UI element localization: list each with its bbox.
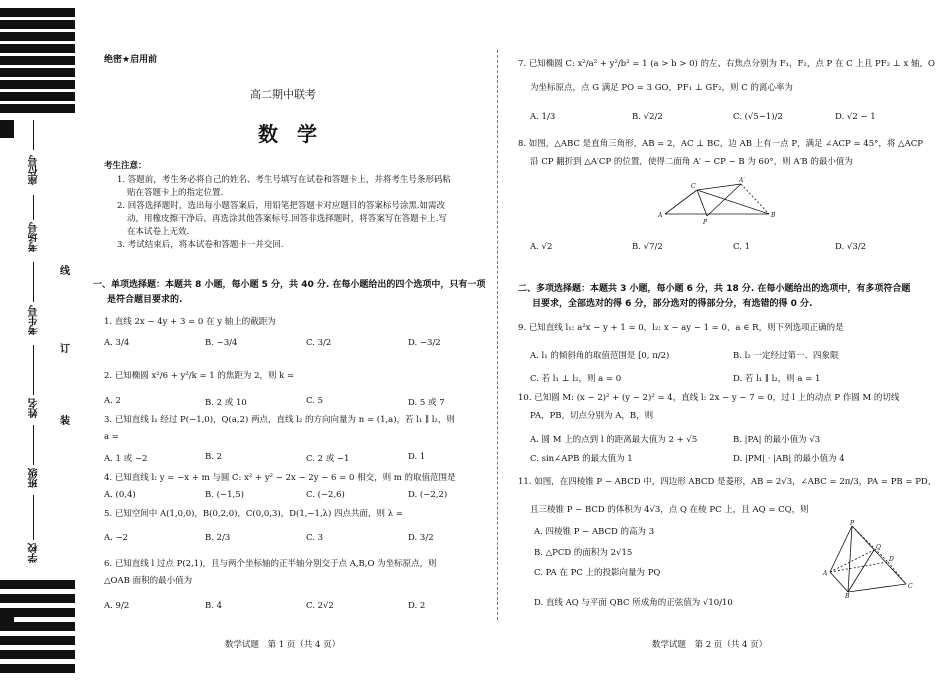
- page-divider: [497, 50, 498, 620]
- notice-line: 3. 考试结束后，将本试卷和答题卡一并交回.: [117, 240, 284, 250]
- notice-line: 在本试卷上无效.: [127, 227, 190, 237]
- black-bar: [0, 56, 75, 65]
- q10-option-c: C. sin∠APB 的最大值为 1: [530, 454, 633, 464]
- q5-option-b: B. 2/3: [205, 533, 231, 543]
- question-6-stem: 6. 已知直线 l 过点 P(2,1)，且与两个坐标轴的正半轴分别交于点 A,B,O 为坐标原点，则: [104, 559, 437, 569]
- black-bar: [0, 44, 75, 53]
- q8-option-b: B. √7/2: [632, 242, 663, 252]
- fill-line: [33, 345, 34, 395]
- q7-option-c: C. (√5−1)/2: [733, 112, 783, 122]
- section-heading: 目要求，全部选对的得 6 分，部分选对的得部分分，有选错的得 0 分.: [532, 299, 813, 309]
- label-a: A: [823, 570, 828, 577]
- edge-ab: [830, 572, 848, 592]
- question-8-stem-cont: 沿 CP 翻折到 △A′CP 的位置，使得二面角 A′ − CP − B 为 60°，则 A′B 的最小值为: [530, 157, 853, 167]
- q10-option-a: A. 圆 M 上的点到 l 的距离最大值为 2 + √5: [530, 435, 698, 445]
- black-bar: [0, 608, 75, 617]
- q6-option-d: D. 2: [408, 601, 426, 611]
- edge-dc: [888, 562, 906, 584]
- field-room-label: 考场号: [29, 222, 40, 252]
- question-7-stem-cont: 为坐标原点，点 G 满足 PO = 3 GO，PF₁ ⊥ GF₂，则 C 的离心率为: [530, 83, 793, 93]
- question-3-stem: 3. 已知直线 l₁ 经过 P(−1,0)，Q(a,2) 两点，直线 l₂ 的方向向量为 n = (1,a)，若 l₁ ∥ l₂，则: [104, 415, 455, 425]
- question-6-stem-cont: △OAB 面积的最小值为: [104, 576, 193, 586]
- notice-line: 1. 答题前，考生务必将自己的姓名、考生号填写在试卷和答题卡上，并将考生号条形码粘: [117, 175, 451, 185]
- label-d: D: [889, 556, 894, 563]
- q9-option-c: C. 若 l₁ ⊥ l₂，则 a = 0: [530, 374, 622, 384]
- field-examnum-label: 考生号: [29, 305, 40, 335]
- fill-line: [33, 495, 34, 540]
- notice-body: [117, 174, 492, 252]
- section-multi-choice: [518, 282, 933, 312]
- edge-ca-prime: [697, 184, 741, 190]
- q4-option-c: C. (−2,6): [306, 490, 345, 500]
- q9-option-b: B. l₂ 一定经过第一、四象限: [733, 351, 839, 361]
- question-10-stem-cont: PA，PB，切点分别为 A，B，则: [530, 411, 654, 421]
- label-c: C: [691, 183, 696, 190]
- fill-line: [33, 262, 34, 302]
- q6-option-c: C. 2√2: [306, 601, 334, 611]
- edge-a-prime-p: [707, 184, 741, 216]
- segment-bq: [848, 550, 874, 592]
- exam-name: 高二期中联考: [250, 88, 316, 101]
- black-bar: [0, 664, 75, 673]
- black-bar: [0, 594, 75, 603]
- black-bar: [0, 636, 75, 645]
- q8-option-a: A. √2: [530, 242, 553, 252]
- field-class-label: 班级: [29, 468, 40, 488]
- label-p: P: [850, 520, 855, 527]
- q3-option-c: C. 2 或 −1: [306, 454, 350, 464]
- q3-option-a: A. 1 或 −2: [104, 454, 148, 464]
- black-bar: [0, 622, 75, 631]
- q8-option-d: D. √3/2: [835, 242, 867, 252]
- pyramid-figure: [818, 520, 918, 598]
- section-heading: 一、单项选择题：本题共 8 小题，每小题 5 分，共 40 分. 在每小题给出的四个选项中，只有一项: [93, 280, 486, 290]
- q11-option-b: B. △PCD 的面积为 2√15: [534, 548, 633, 558]
- fill-line: [33, 120, 34, 150]
- subject-title: 数 学: [258, 122, 323, 146]
- edge-ad: [830, 562, 888, 572]
- question-4-stem: 4. 已知直线 l: y = −x + m 与圆 C: x² + y² − 2x − 2y − 6 = 0 相交，则 m 的取值范围是: [104, 473, 456, 483]
- label-a-prime: A′: [739, 177, 745, 184]
- question-8-stem: 8. 如图，△ABC 是直角三角形，AB = 2，AC ⊥ BC，边 AB 上有一点 P，满足 ∠ACP = 45°，将 △ACP: [518, 139, 923, 149]
- q6-option-a: A. 9/2: [104, 601, 130, 611]
- q1-option-d: D. −3/2: [408, 338, 441, 348]
- edge-cp: [697, 190, 707, 216]
- q7-option-b: B. √2/2: [632, 112, 663, 122]
- label-q: Q: [876, 544, 881, 551]
- question-10-stem: 10. 已知圆 M: (x − 2)² + (y − 2)² = 4，直线 l: 2x − y − 7 = 0，过 l 上的动点 P 作圆 M 的切线: [518, 393, 900, 403]
- label-b: B: [771, 212, 776, 219]
- q7-option-d: D. √2 − 1: [835, 112, 876, 122]
- label-b: B: [845, 593, 850, 598]
- notice-line: 动，用橡皮擦干净后，再选涂其他答案标号.回答非选择题时，将答案写在答题卡上.写: [127, 214, 447, 224]
- field-seat-label: 座位号: [29, 155, 40, 185]
- q4-option-a: A. (0,4): [104, 490, 136, 500]
- question-5-stem: 5. 已知空间中 A(1,0,0)，B(0,2,0)，C(0,0,3)，D(1,−1,λ) 四点共面，则 λ =: [104, 509, 403, 519]
- black-bar: [0, 104, 75, 113]
- q2-option-d: D. 5 或 7: [408, 398, 445, 408]
- q10-option-b: B. |PA| 的最小值为 √3: [733, 435, 821, 445]
- question-9-stem: 9. 已知直线 l₁: a²x − y + 1 = 0，l₂: x − ay − 1 = 0，a ∈ R，则下列选项正确的是: [518, 323, 844, 333]
- q3-option-b: B. 2: [205, 452, 223, 462]
- edge-pb: [848, 526, 852, 592]
- notice-line: 贴在答题卡上的指定位置.: [127, 188, 224, 198]
- section-heading: 二、多项选择题：本题共 3 小题，每小题 6 分，共 18 分. 在每小题给出的选项中，有多项符合题: [518, 284, 911, 294]
- q4-option-b: B. (−1,5): [205, 490, 244, 500]
- black-bar: [0, 8, 75, 17]
- question-7-stem: 7. 已知椭圆 C: x²/a² + y²/b² = 1 (a > b > 0) 的左、右焦点分别为 F₁，F₂，点 P 在 C 上且 PF₂ ⊥ x 轴，O: [518, 59, 935, 69]
- section-single-choice: [93, 278, 493, 308]
- question-2-stem: 2. 已知椭圆 x²/6 + y²/k = 1 的焦距为 2，则 k =: [104, 371, 295, 381]
- notice-title: 考生注意：: [104, 161, 147, 171]
- label-c: C: [908, 583, 913, 590]
- folding-triangle-figure: [655, 176, 780, 226]
- notice-line: 2. 回答选择题时，选出每小题答案后，用铅笔把答题卡对应题目的答案标号涂黑.如需改: [117, 201, 446, 211]
- q2-option-c: C. 5: [306, 396, 324, 406]
- page-footer-2: 数学试题 第 2 页（共 4 页）: [652, 640, 768, 650]
- seal-char-line: 线: [60, 266, 70, 277]
- edge-pa: [830, 526, 852, 572]
- q1-option-b: B. −3/4: [205, 338, 238, 348]
- question-3-stem-cont: a =: [104, 432, 119, 442]
- edge-pc: [852, 526, 906, 584]
- edge-bc: [848, 584, 906, 592]
- q8-option-c: C. 1: [733, 242, 751, 252]
- field-school-label: 学校: [29, 543, 40, 563]
- q2-option-b: B. 2 或 10: [205, 398, 247, 408]
- black-bar: [0, 80, 75, 89]
- q4-option-d: D. (−2,2): [408, 490, 448, 500]
- black-bar: [0, 650, 75, 659]
- edge-ac: [665, 190, 697, 214]
- q5-option-a: A. −2: [104, 533, 129, 543]
- section-heading: 是符合题目要求的.: [107, 295, 183, 305]
- q9-option-d: D. 若 l₁ ∥ l₂，则 a = 1: [733, 374, 821, 384]
- q6-option-b: B. 4: [205, 601, 223, 611]
- seal-char-bind: 装: [60, 416, 70, 427]
- page-footer-1: 数学试题 第 1 页（共 4 页）: [225, 640, 341, 650]
- question-11-stem: 11. 如图，在四棱锥 P − ABCD 中，四边形 ABCD 是菱形，AB = 2√3，∠ABC = 2π/3，PA = PB = PD，: [518, 477, 937, 487]
- q1-option-c: C. 3/2: [306, 338, 332, 348]
- label-a: A: [658, 212, 663, 219]
- q7-option-a: A. 1/3: [530, 112, 556, 122]
- q2-option-a: A. 2: [104, 396, 121, 406]
- q11-option-d: D. 直线 AQ 与平面 QBC 所成角的正弦值为 √10/10: [534, 598, 733, 608]
- q11-option-a: A. 四棱锥 P − ABCD 的高为 3: [534, 527, 655, 537]
- fill-line: [33, 195, 34, 220]
- label-p: P: [703, 219, 708, 226]
- q11-option-c: C. PA 在 PC 上的投影向量为 PQ: [534, 568, 661, 578]
- field-name-label: 姓名: [29, 398, 40, 418]
- black-bar: [0, 20, 75, 29]
- black-bar: [0, 32, 75, 41]
- q10-option-d: D. |PM| · |AB| 的最小值为 4: [733, 454, 845, 464]
- q5-option-d: D. 3/2: [408, 533, 434, 543]
- black-bar: [0, 580, 75, 589]
- question-1-stem: 1. 直线 2x − 4y + 3 = 0 在 y 轴上的截距为: [104, 317, 276, 327]
- black-bar: [0, 92, 75, 101]
- q9-option-a: A. l₁ 的倾斜角的取值范围是 [0, π/2): [530, 351, 670, 361]
- black-mark: [0, 120, 14, 138]
- fill-line: [33, 425, 34, 465]
- seal-char-order: 订: [60, 344, 70, 355]
- q3-option-d: D. 1: [408, 452, 426, 462]
- secret-label: 绝密★启用前: [104, 55, 158, 65]
- question-11-stem-cont: 且三棱锥 P − BCD 的体积为 4√3，点 Q 在棱 PC 上，且 AQ = CQ，则: [530, 505, 809, 515]
- q5-option-c: C. 3: [306, 533, 324, 543]
- black-bar: [0, 68, 75, 77]
- q1-option-a: A. 3/4: [104, 338, 130, 348]
